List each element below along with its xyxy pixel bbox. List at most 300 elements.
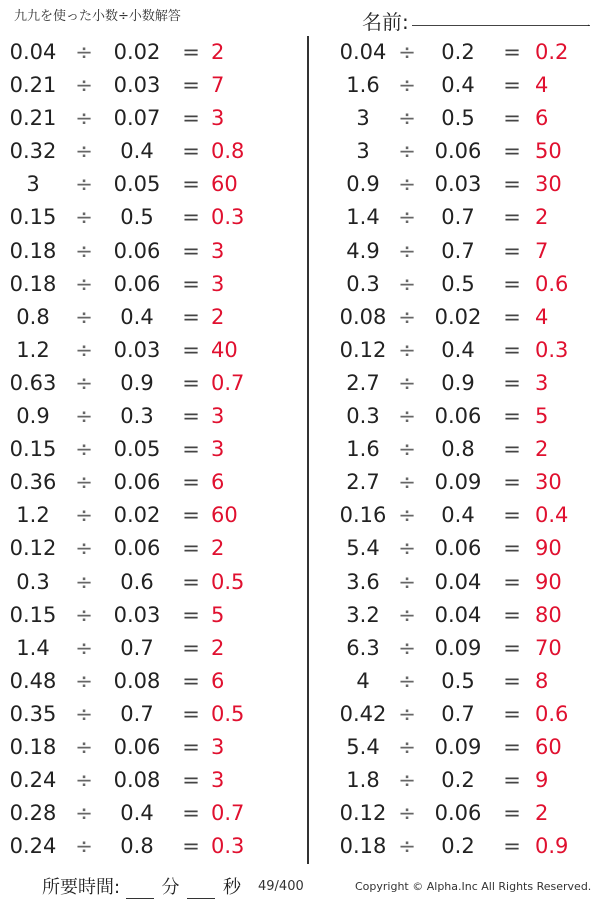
answer: 0.2 [535,40,569,64]
equals-sign: = [503,271,521,296]
answer: 2 [211,635,225,660]
problem-row [0,830,300,863]
divisor: 0.4 [120,139,154,164]
equals-sign: = [182,768,200,793]
answer: 0.8 [211,139,245,164]
answer: 80 [535,602,562,627]
answer: 0.9 [535,834,569,859]
equals-sign: = [182,602,200,627]
dividend: 0.18 [339,834,387,859]
equals-sign: = [182,40,200,64]
divisor: 0.8 [120,834,154,859]
divisor: 0.3 [120,404,154,429]
equals-sign: = [182,536,200,561]
divide-sign: ÷ [398,536,416,561]
divide-sign: ÷ [398,172,416,197]
answer: 0.5 [211,569,245,594]
dividend: 0.8 [16,304,50,329]
divide-sign: ÷ [75,205,93,230]
divide-sign: ÷ [75,106,93,131]
answer: 2 [211,536,225,561]
answer: 0.6 [535,701,569,726]
answer: 0.3 [211,834,245,859]
divide-sign: ÷ [75,734,93,759]
divide-sign: ÷ [75,668,93,693]
divide-sign: ÷ [398,139,416,164]
problem-row [0,36,300,69]
divide-sign: ÷ [398,602,416,627]
dividend: 0.18 [9,271,57,296]
problem-row [0,499,300,532]
divisor: 0.5 [441,668,475,693]
equals-sign: = [182,701,200,726]
dividend: 0.3 [346,271,380,296]
problem-row [0,731,300,764]
answer: 6 [211,470,225,495]
name-underline [412,25,590,26]
dividend: 3 [26,172,40,197]
divide-sign: ÷ [398,834,416,859]
dividend: 1.6 [346,437,380,462]
problem-row [318,301,600,334]
problem-row [0,599,300,632]
divide-sign: ÷ [398,635,416,660]
divisor: 0.04 [434,569,482,594]
equals-sign: = [182,569,200,594]
divisor: 0.03 [113,73,161,98]
problem-row [318,400,600,433]
divisor: 0.2 [441,834,475,859]
equals-sign: = [182,73,200,98]
divisor: 0.4 [120,801,154,826]
time-taken-label: 所要時間: [42,877,121,898]
dividend: 3.2 [346,602,380,627]
problem-row [318,466,600,499]
divisor: 0.7 [120,635,154,660]
divisor: 0.03 [113,337,161,362]
divisor: 0.7 [441,205,475,230]
problem-row [318,135,600,168]
name-label: 名前: [362,10,409,34]
problem-row [0,235,300,268]
equals-sign: = [503,734,521,759]
equals-sign: = [503,701,521,726]
divisor: 0.5 [441,271,475,296]
equals-sign: = [182,668,200,693]
dividend: 1.4 [346,205,380,230]
answer: 3 [535,370,549,395]
dividend: 0.48 [9,668,57,693]
equals-sign: = [503,304,521,329]
dividend: 0.04 [9,40,57,64]
divisor: 0.4 [441,73,475,98]
answer: 2 [535,205,549,230]
answer: 30 [535,470,562,495]
name-field[interactable] [362,6,590,34]
page-number: 49/400 [258,879,304,894]
problem-row [318,499,600,532]
problem-row [318,168,600,201]
problem-row [0,433,300,466]
answer: 2 [211,304,225,329]
problem-row [0,135,300,168]
divisor: 0.02 [434,304,482,329]
dividend: 0.24 [9,834,57,859]
problem-column-left [0,36,300,863]
divide-sign: ÷ [75,271,93,296]
equals-sign: = [182,470,200,495]
equals-sign: = [182,205,200,230]
minutes-unit: 分 [161,877,180,898]
divisor: 0.07 [113,106,161,131]
equals-sign: = [503,635,521,660]
divide-sign: ÷ [398,668,416,693]
divide-sign: ÷ [75,470,93,495]
divide-sign: ÷ [75,437,93,462]
problem-row [0,566,300,599]
dividend: 0.3 [346,404,380,429]
divisor: 0.05 [113,437,161,462]
equals-sign: = [182,503,200,528]
divide-sign: ÷ [398,337,416,362]
divide-sign: ÷ [75,503,93,528]
problem-row [318,268,600,301]
dividend: 6.3 [346,635,380,660]
dividend: 0.3 [16,569,50,594]
divisor: 0.4 [441,503,475,528]
column-divider [307,36,309,864]
divisor: 0.06 [434,536,482,561]
answer: 3 [211,404,225,429]
divide-sign: ÷ [398,768,416,793]
answer: 90 [535,569,562,594]
answer: 7 [211,73,225,98]
problem-row [0,168,300,201]
dividend: 0.32 [9,139,57,164]
answer: 60 [535,734,562,759]
equals-sign: = [182,337,200,362]
dividend: 0.9 [346,172,380,197]
dividend: 0.28 [9,801,57,826]
answer: 40 [211,337,238,362]
divide-sign: ÷ [398,503,416,528]
divisor: 0.7 [441,701,475,726]
divide-sign: ÷ [75,40,93,64]
answer: 5 [211,602,225,627]
problem-row [0,367,300,400]
dividend: 2.7 [346,370,380,395]
answer: 0.4 [535,503,569,528]
problem-row [318,797,600,830]
divisor: 0.06 [113,536,161,561]
seconds-unit: 秒 [223,877,242,898]
divide-sign: ÷ [75,337,93,362]
dividend: 0.12 [9,536,57,561]
answer: 30 [535,172,562,197]
divisor: 0.9 [441,370,475,395]
answer: 9 [535,768,549,793]
divide-sign: ÷ [75,304,93,329]
problem-row [318,698,600,731]
equals-sign: = [182,404,200,429]
answer: 8 [535,668,549,693]
answer: 0.7 [211,801,245,826]
problem-row [318,102,600,135]
divide-sign: ÷ [398,238,416,263]
dividend: 1.4 [16,635,50,660]
divisor: 0.02 [113,503,161,528]
dividend: 0.42 [339,701,387,726]
dividend: 3 [356,139,370,164]
equals-sign: = [503,437,521,462]
problem-row [0,632,300,665]
dividend: 0.15 [9,602,57,627]
equals-sign: = [182,172,200,197]
problem-row [318,532,600,565]
problem-row [318,830,600,863]
divide-sign: ÷ [398,271,416,296]
equals-sign: = [503,404,521,429]
problem-row [0,532,300,565]
dividend: 0.9 [16,404,50,429]
problem-row [318,235,600,268]
answer: 0.5 [211,701,245,726]
dividend: 0.15 [9,437,57,462]
divisor: 0.06 [113,271,161,296]
equals-sign: = [182,635,200,660]
problem-row [0,102,300,135]
problem-column-right [318,36,600,863]
divisor: 0.6 [120,569,154,594]
answer: 3 [211,768,225,793]
dividend: 0.36 [9,470,57,495]
divide-sign: ÷ [398,106,416,131]
equals-sign: = [503,337,521,362]
equals-sign: = [503,205,521,230]
divisor: 0.06 [434,139,482,164]
divisor: 0.09 [434,635,482,660]
problem-row [0,698,300,731]
divisor: 0.7 [120,701,154,726]
equals-sign: = [503,834,521,859]
equals-sign: = [503,106,521,131]
divisor: 0.8 [441,437,475,462]
copyright-notice: Copyright © Alpha.Inc All Rights Reserved. [355,880,592,893]
equals-sign: = [182,370,200,395]
problem-row [318,69,600,102]
divisor: 0.04 [434,602,482,627]
divide-sign: ÷ [398,569,416,594]
equals-sign: = [503,569,521,594]
problem-row [318,632,600,665]
divide-sign: ÷ [398,470,416,495]
divide-sign: ÷ [398,437,416,462]
divisor: 0.7 [441,238,475,263]
equals-sign: = [503,370,521,395]
dividend: 4.9 [346,238,380,263]
divisor: 0.06 [113,734,161,759]
dividend: 0.16 [339,503,387,528]
dividend: 0.21 [9,73,57,98]
equals-sign: = [182,304,200,329]
equals-sign: = [182,834,200,859]
divisor: 0.5 [120,205,154,230]
dividend: 0.35 [9,701,57,726]
divisor: 0.08 [113,668,161,693]
divisor: 0.09 [434,470,482,495]
divisor: 0.9 [120,370,154,395]
divide-sign: ÷ [75,172,93,197]
problem-row [0,665,300,698]
divide-sign: ÷ [75,701,93,726]
answer: 6 [211,668,225,693]
divide-sign: ÷ [75,238,93,263]
divide-sign: ÷ [75,569,93,594]
problem-row [318,334,600,367]
answer: 0.7 [211,370,245,395]
equals-sign: = [503,768,521,793]
divisor: 0.03 [434,172,482,197]
divide-sign: ÷ [398,404,416,429]
equals-sign: = [503,40,521,64]
problem-row [318,731,600,764]
answer: 90 [535,536,562,561]
problem-row [318,201,600,234]
answer: 3 [211,734,225,759]
equals-sign: = [503,668,521,693]
dividend: 1.6 [346,73,380,98]
equals-sign: = [182,106,200,131]
divide-sign: ÷ [75,370,93,395]
answer: 3 [211,106,225,131]
divide-sign: ÷ [75,801,93,826]
answer: 0.3 [535,337,569,362]
answer: 4 [535,304,549,329]
divisor: 0.08 [113,768,161,793]
equals-sign: = [503,801,521,826]
seconds-blank[interactable] [187,880,215,899]
divide-sign: ÷ [75,139,93,164]
equals-sign: = [503,470,521,495]
problem-row [0,69,300,102]
equals-sign: = [503,139,521,164]
equals-sign: = [182,734,200,759]
dividend: 4 [356,668,370,693]
divide-sign: ÷ [398,701,416,726]
equals-sign: = [503,536,521,561]
answer: 0.6 [535,271,569,296]
worksheet-title: 九九を使った小数÷小数解答 [14,9,181,24]
problem-row [0,268,300,301]
divide-sign: ÷ [75,73,93,98]
answer: 3 [211,437,225,462]
answer: 3 [211,271,225,296]
dividend: 2.7 [346,470,380,495]
divisor: 0.06 [434,404,482,429]
divisor: 0.06 [113,470,161,495]
equals-sign: = [503,503,521,528]
equals-sign: = [182,801,200,826]
equals-sign: = [503,238,521,263]
dividend: 1.8 [346,768,380,793]
dividend: 0.63 [9,370,57,395]
equals-sign: = [182,238,200,263]
answer: 50 [535,139,562,164]
dividend: 0.12 [339,337,387,362]
divisor: 0.2 [441,40,475,64]
dividend: 0.18 [9,734,57,759]
dividend: 0.15 [9,205,57,230]
dividend: 0.08 [339,304,387,329]
problem-row [0,201,300,234]
answer: 3 [211,238,225,263]
divisor: 0.5 [441,106,475,131]
dividend: 1.2 [16,337,50,362]
answer: 4 [535,73,549,98]
divide-sign: ÷ [398,304,416,329]
answer: 2 [535,801,549,826]
minutes-blank[interactable] [126,880,154,899]
divisor: 0.09 [434,734,482,759]
dividend: 3.6 [346,569,380,594]
divisor: 0.4 [120,304,154,329]
divide-sign: ÷ [75,768,93,793]
dividend: 0.04 [339,40,387,64]
time-taken-field [42,873,243,899]
divide-sign: ÷ [75,602,93,627]
answer: 2 [535,437,549,462]
divide-sign: ÷ [75,404,93,429]
divisor: 0.4 [441,337,475,362]
divisor: 0.03 [113,602,161,627]
divide-sign: ÷ [398,73,416,98]
divide-sign: ÷ [75,635,93,660]
dividend: 5.4 [346,734,380,759]
answer: 0.3 [211,205,245,230]
answer: 2 [211,40,225,64]
dividend: 3 [356,106,370,131]
answer: 5 [535,404,549,429]
divide-sign: ÷ [398,734,416,759]
equals-sign: = [182,437,200,462]
name-end-dot: . [586,18,590,29]
equals-sign: = [182,139,200,164]
problem-row [318,764,600,797]
dividend: 0.18 [9,238,57,263]
problem-row [318,36,600,69]
problem-row [0,400,300,433]
divide-sign: ÷ [398,370,416,395]
answer: 6 [535,106,549,131]
dividend: 0.24 [9,768,57,793]
equals-sign: = [182,271,200,296]
problem-row [0,334,300,367]
divide-sign: ÷ [398,40,416,64]
divide-sign: ÷ [398,801,416,826]
divide-sign: ÷ [398,205,416,230]
divisor: 0.06 [113,238,161,263]
problem-row [318,367,600,400]
equals-sign: = [503,602,521,627]
dividend: 1.2 [16,503,50,528]
problem-row [0,466,300,499]
problem-row [0,301,300,334]
problem-row [318,433,600,466]
answer: 60 [211,172,238,197]
equals-sign: = [503,172,521,197]
divisor: 0.06 [434,801,482,826]
answer: 60 [211,503,238,528]
